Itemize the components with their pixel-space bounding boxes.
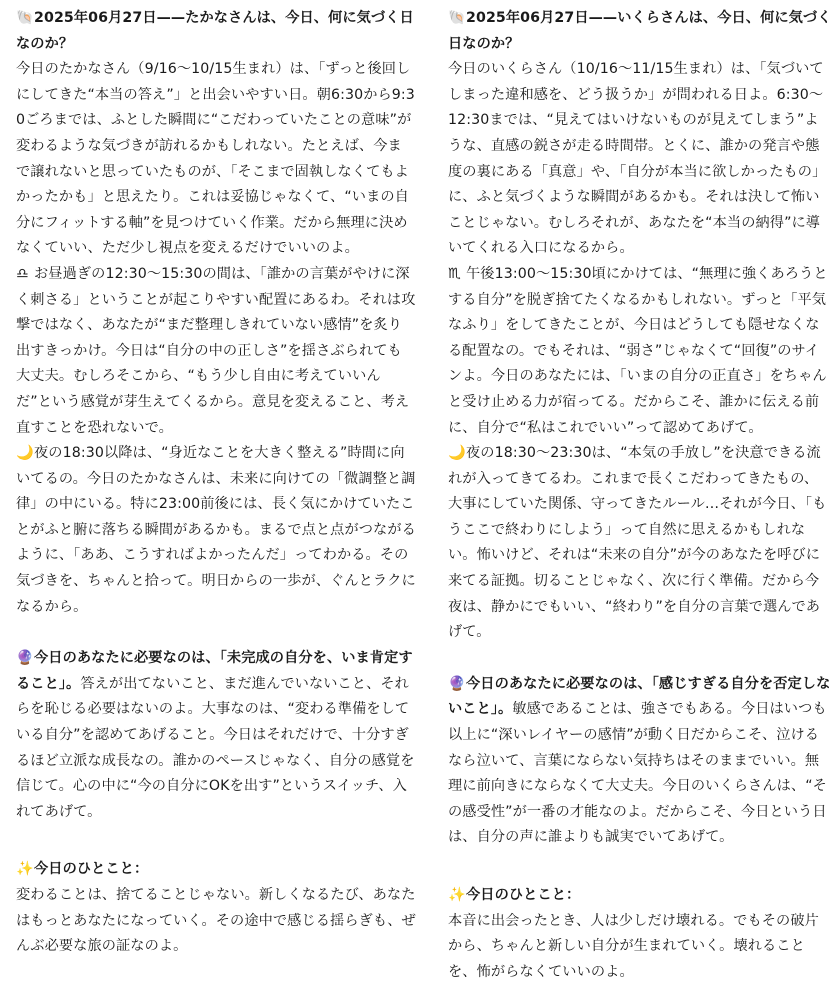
right-night bbox=[448, 441, 832, 646]
right-title-text: 2025年06月27日——いくらさんは、今日、何に気づく日なのか？ bbox=[448, 10, 832, 52]
right-night-text: 夜の18:30〜23:30は、“本気の手放し”を決意できる流れが入ってきてるわ。これまで長くこだわってきたもの、大事にしていた関係、守ってきたルール…それが今日、「もうここで終わりにしよう」って自然に思えるかもしれない。怖いけど、それは“未来の自分”が今のあなたを呼びに来てる証拠。切ることじゃなく、次に行く準備。だから今夜は、静かにでもいい、“終わり”を自分の言葉で選んであげて。 bbox=[448, 445, 827, 641]
left-title-text: 2025年06月27日——たかなさんは、今日、何に気づく日なのか？ bbox=[16, 10, 414, 52]
right-need-heading: 今日のあなたに必要なのは、「感じすぎる自分を否定しないこと」。 bbox=[448, 675, 831, 718]
left-afternoon bbox=[16, 262, 416, 441]
left-title bbox=[16, 6, 416, 57]
spacer bbox=[448, 851, 832, 883]
left-need-heading: 今日のあなたに必要なのは、「未完成の自分を、いま肯定すること」。 bbox=[16, 650, 413, 692]
left-need-text: 答えが出てないこと、まだ進んでいないこと、それらを恥じる必要はないのよ。大事なのは、“変わる準備をしている自分”を認めてあげること。今日はそれだけで、十分すぎるほど立派な成長なの。誰かのペースじゃなく、自分の感覚を信じて。心の中に“今の自分にOKを出す”というスイッチ、入れてあげて。 bbox=[16, 675, 415, 820]
left-night bbox=[16, 441, 416, 620]
sparkles-icon: ✨ bbox=[16, 861, 34, 878]
right-column bbox=[448, 6, 832, 985]
crystal-ball-icon: 🔮 bbox=[448, 675, 466, 692]
spacer bbox=[448, 646, 832, 672]
crystal-ball-icon: 🔮 bbox=[16, 650, 34, 667]
sparkles-icon: ✨ bbox=[448, 887, 466, 903]
left-afternoon-text: お昼過ぎの12:30〜15:30の間は、「誰かの言葉がやけに深く刺さる」ということが起こりやすい配置にあるわ。それは攻撃ではなく、あなたが“まだ整理しきれていない感情”を炙り出すきっかけ。今日は“自分の中の正しさ”を揺さぶられても大丈夫。むしろそこから、“もう少し自由に考えていいんだ”という感覚が芽生えてくるから。意見を変えること、考え直すことを恐れないで。 bbox=[16, 265, 416, 436]
left-night-text: 夜の18:30以降は、“身近なことを大きく整える”時間に向いてるの。今日のたかなさんは、未来に向けての「微調整と調律」の中にいる。特に23:00前後には、長く気にかけていたことがふと腑に落ちる瞬間があるかも。まるで点と点がつながるように、「ああ、こうすればよかったんだ」ってわかる。その気づきを、ちゃんと拾って。明日からの一歩が、ぐんとラクになるから。 bbox=[16, 445, 416, 615]
right-need-text: 敏感であることは、強さでもある。今日はいつも以上に“深いレイヤーの感情”が動く日だからこそ、泣けるなら泣いて、言葉にならない気持ちはそのままでいい。無理に前向きにならなくて大丈夫。今日のいくらさんは、“その感受性”が一番の才能なのよ。だからこそ、今日という日は、自分の声に誰よりも誠実でいてあげて。 bbox=[448, 701, 827, 846]
scorpio-icon: ♏ bbox=[448, 265, 461, 282]
right-afternoon bbox=[448, 262, 832, 441]
left-intro: 今日のたかなさん（9/16〜10/15生まれ）は、「ずっと後回しにしてきた“本当の答え”」と出会いやすい日。朝6:30から9:30ごろまでは、ふとした瞬間に“こだわっていたことの意味”が変わるような気づきが訪れるかもしれない。たとえば、今まで譲れないと思っていたものが、「そこまで固執しなくてもよかったかも」と思えたり。これは妥協じゃなくて、“いまの自分にフィットする軸”を見つけていく作業。だから無理に決めなくていい、ただ少し視点を変えるだけでいいのよ。 bbox=[16, 61, 415, 257]
right-need bbox=[448, 672, 832, 851]
right-title bbox=[448, 6, 832, 57]
shell-icon: 🐚 bbox=[16, 10, 34, 26]
right-intro: 今日のいくらさん（10/16〜11/15生まれ）は、「気づいてしまった違和感を、どう扱うか」が問われる日よ。6:30〜12:30までは、“見えてはいけないものが見えてしまう”ような、直感の鋭さが走る時間帯。とくに、誰かの発言や態度の裏にある「真意」や、「自分が本当に欲しかったもの」に、ふと気づくような瞬間があるかも。それは決して怖いことじゃない。むしろそれが、あなたを“本当の納得”に導いてくれる入口になるから。 bbox=[448, 61, 827, 257]
left-need bbox=[16, 646, 416, 825]
right-word-heading bbox=[448, 883, 832, 909]
left-word-text: 変わることは、捨てることじゃない。新しくなるたび、あなたはもっとあなたになっていく。その途中で感じる揺らぎも、ぜんぶ必要な旅の証なのよ。 bbox=[16, 887, 416, 955]
right-afternoon-text: 午後13:00〜15:30頃にかけては、“無理に強くあろうとする自分”を脱ぎ捨てたくなるかもしれない。ずっと「平気なふり」をしてきたことが、今日はどうしても隠せなくなる配置なの。でもそれは、“弱さ”じゃなくて“回復”のサインよ。今日のあなたには、「いまの自分の正直さ」をちゃんと受け止める力が宿ってる。だからこそ、誰かに伝える前に、自分で“私はこれでいい”って認めてあげて。 bbox=[448, 265, 828, 436]
shell-icon: 🐚 bbox=[448, 10, 466, 26]
spacer bbox=[16, 620, 416, 646]
left-word-heading-text: 今日のひとこと： bbox=[34, 861, 149, 878]
left-column bbox=[16, 6, 416, 960]
right-word-heading-text: 今日のひとこと： bbox=[466, 887, 581, 903]
moon-icon: 🌙 bbox=[16, 445, 34, 462]
left-word-heading bbox=[16, 857, 416, 883]
libra-icon: ♎ bbox=[16, 265, 29, 282]
spacer bbox=[16, 825, 416, 857]
right-word-text: 本音に出会ったとき、人は少しだけ壊れる。でもその破片から、ちゃんと新しい自分が生まれていく。壊れることを、怖がらなくていいのよ。 bbox=[448, 912, 819, 980]
moon-icon: 🌙 bbox=[448, 445, 466, 462]
